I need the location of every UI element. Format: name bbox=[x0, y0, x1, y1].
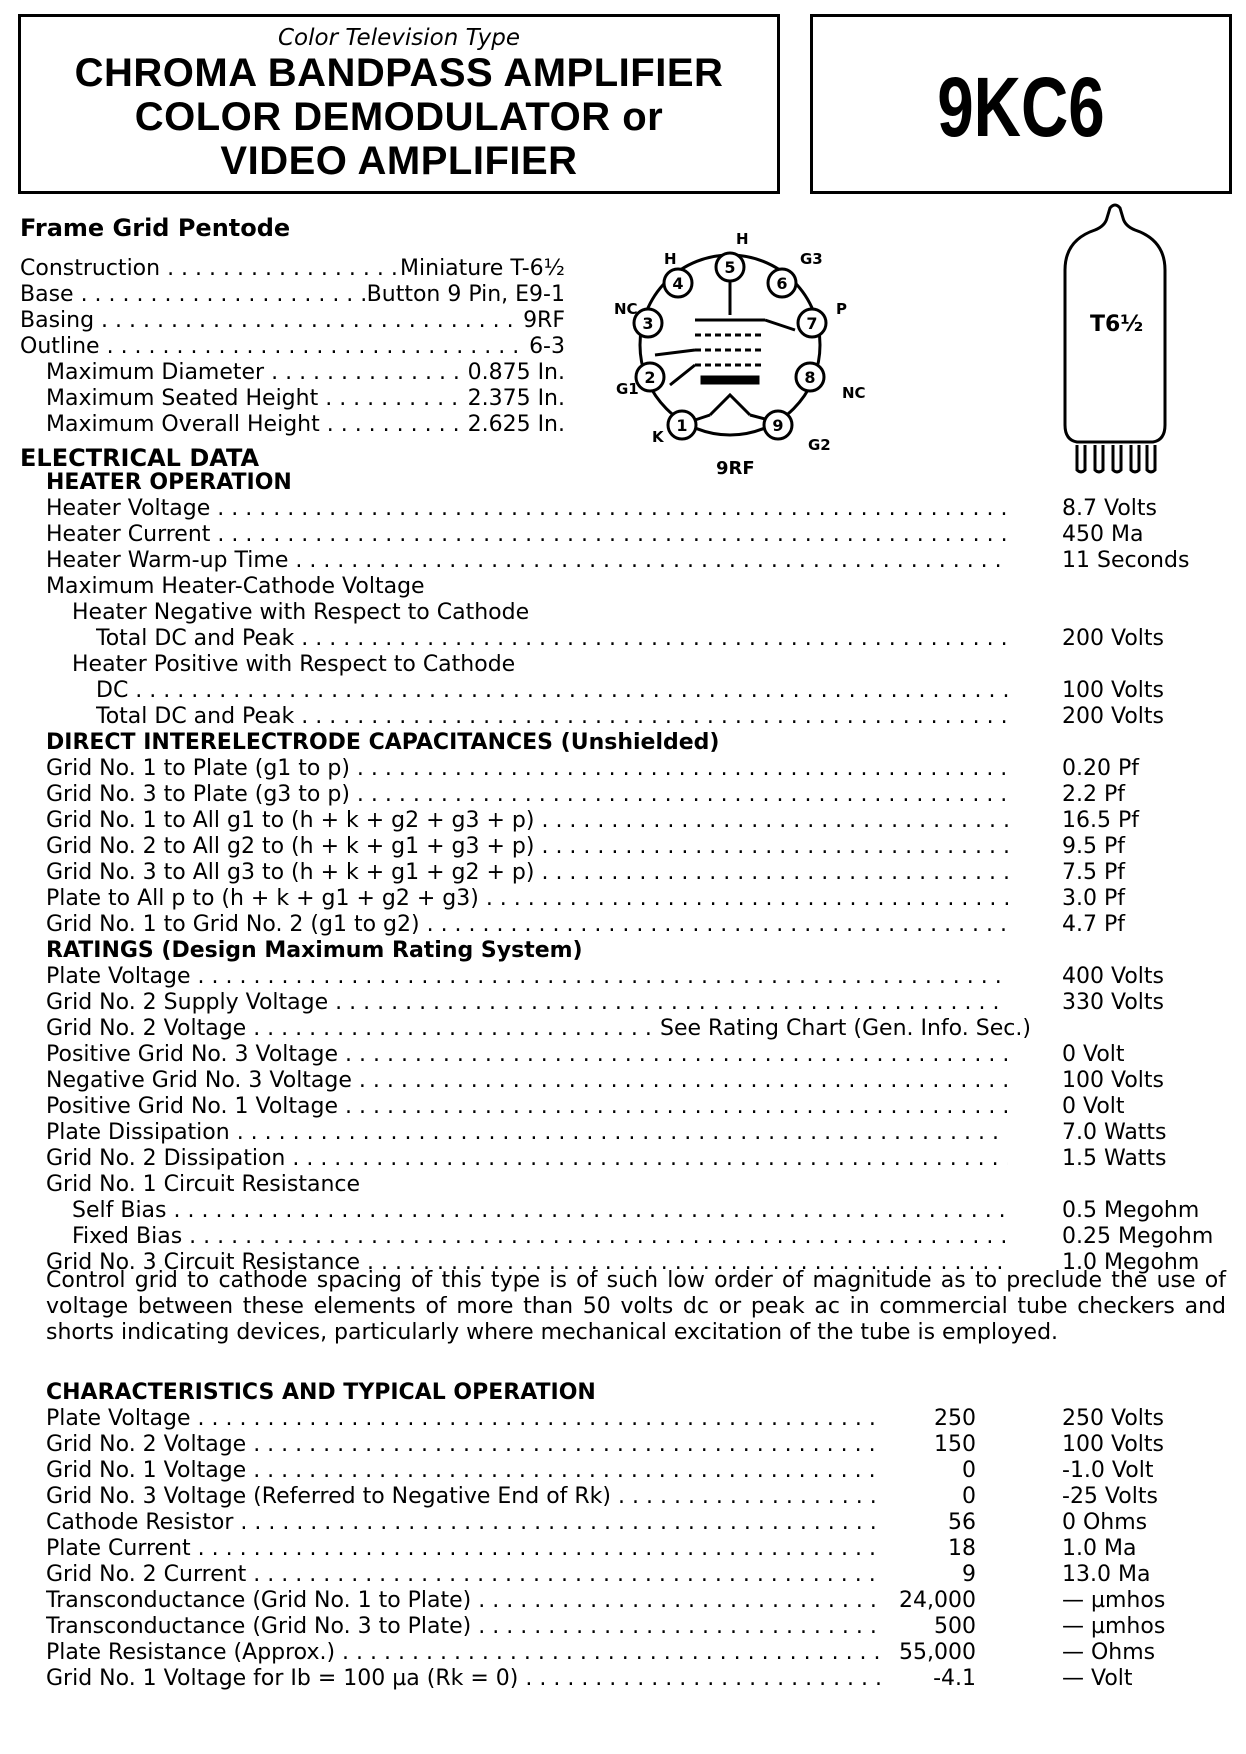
pin-label: H bbox=[664, 250, 677, 268]
heater-row bbox=[46, 574, 1230, 600]
rating-value: 400 Volts bbox=[1062, 964, 1164, 989]
rating-row bbox=[46, 1094, 1230, 1120]
characteristics-col2: — µmhos bbox=[1062, 1614, 1166, 1639]
characteristics-label: Grid No. 3 Voltage (Referred to Negative End of Rk) . . . bbox=[46, 1484, 882, 1510]
characteristics-col2: — µmhos bbox=[1062, 1588, 1166, 1613]
construction-label: Maximum Overall Height . . . bbox=[46, 412, 565, 438]
rating-label: Negative Grid No. 3 Voltage . . . bbox=[46, 1068, 1008, 1094]
characteristics-row bbox=[46, 1614, 1226, 1640]
tube-type-box bbox=[810, 14, 1232, 194]
rating-row bbox=[72, 1224, 1230, 1250]
heater-label: Total DC and Peak . . . bbox=[96, 626, 1008, 652]
capacitance-value: 0.20 Pf bbox=[1062, 756, 1139, 781]
heater-row bbox=[46, 522, 1230, 548]
heater-label: Heater Positive with Respect to Cathode bbox=[72, 652, 516, 677]
rating-row bbox=[46, 1068, 1230, 1094]
pin-label: K bbox=[652, 428, 664, 446]
ratings-heading: RATINGS (Design Maximum Rating System) bbox=[46, 938, 583, 963]
characteristics-col1: 250 bbox=[934, 1406, 976, 1431]
construction-row bbox=[20, 334, 565, 360]
characteristics-row bbox=[46, 1666, 1226, 1692]
heater-row bbox=[96, 626, 1230, 652]
characteristics-row bbox=[46, 1562, 1226, 1588]
pin-label: NC bbox=[614, 300, 638, 318]
pin-number: 5 bbox=[724, 258, 736, 277]
rating-row bbox=[46, 964, 1230, 990]
heater-label: Heater Warm-up Time . . . bbox=[46, 548, 1008, 574]
characteristics-col1: 150 bbox=[934, 1432, 976, 1457]
characteristics-row bbox=[46, 1458, 1226, 1484]
pin-label: G2 bbox=[808, 436, 831, 454]
capacitance-row bbox=[46, 912, 1230, 938]
characteristics-row bbox=[46, 1510, 1226, 1536]
rating-value: 0.25 Megohm bbox=[1062, 1224, 1214, 1249]
heater-value: 200 Volts bbox=[1062, 704, 1164, 729]
capacitance-value: 9.5 Pf bbox=[1062, 834, 1125, 859]
characteristics-col1: 9 bbox=[962, 1562, 976, 1587]
capacitance-label: Grid No. 1 to All g1 to (h + k + g2 + g3 + p) . . . bbox=[46, 808, 1008, 834]
capacitance-label: Grid No. 3 to Plate (g3 to p) . . . bbox=[46, 782, 1008, 808]
heater-label: Heater Voltage . . . bbox=[46, 496, 1008, 522]
characteristics-col1: 18 bbox=[948, 1536, 976, 1561]
characteristics-col2: — Ohms bbox=[1062, 1640, 1156, 1665]
tube-outline-label: T6½ bbox=[1090, 312, 1144, 337]
characteristics-label: Transconductance (Grid No. 1 to Plate) . . . bbox=[46, 1588, 882, 1614]
heater-value: 200 Volts bbox=[1062, 626, 1164, 651]
capacitance-label: Grid No. 1 to Grid No. 2 (g1 to g2) . . . bbox=[46, 912, 1008, 938]
rating-value: 1.0 Megohm bbox=[1062, 1250, 1200, 1275]
tube-type: 9KC6 bbox=[937, 60, 1105, 154]
rating-label: Self Bias . . . bbox=[72, 1198, 1008, 1224]
characteristics-label: Grid No. 2 Voltage . . . bbox=[46, 1432, 882, 1458]
heater-row bbox=[72, 652, 1230, 678]
characteristics-col2: -1.0 Volt bbox=[1062, 1458, 1154, 1483]
capacitance-value: 3.0 Pf bbox=[1062, 886, 1125, 911]
rating-row bbox=[46, 1172, 1230, 1198]
rating-value: 0.5 Megohm bbox=[1062, 1198, 1200, 1223]
characteristics-row bbox=[46, 1588, 1226, 1614]
capacitance-row bbox=[46, 782, 1230, 808]
capacitance-row bbox=[46, 886, 1230, 912]
pin-label: NC bbox=[842, 384, 866, 402]
tube-outline-drawing bbox=[1055, 200, 1175, 480]
characteristics-label: Plate Current . . . bbox=[46, 1536, 882, 1562]
rating-row bbox=[46, 990, 1230, 1016]
rating-value: 7.0 Watts bbox=[1062, 1120, 1167, 1145]
construction-value: 2.375 In. bbox=[467, 386, 565, 411]
construction-label: Outline . . . bbox=[20, 334, 565, 360]
construction-row bbox=[46, 412, 565, 438]
rating-label: Grid No. 3 Circuit Resistance . . . bbox=[46, 1250, 1008, 1276]
construction-row bbox=[20, 282, 565, 308]
heater-label: Heater Current . . . bbox=[46, 522, 1008, 548]
pin-number: 3 bbox=[642, 314, 654, 333]
construction-value: Button 9 Pin, E9-1 bbox=[366, 282, 565, 307]
heater-row bbox=[46, 548, 1230, 574]
characteristics-col1: 0 bbox=[962, 1484, 976, 1509]
characteristics-col1: 55,000 bbox=[899, 1640, 976, 1665]
rating-label: Grid No. 2 Voltage . . . bbox=[46, 1016, 660, 1042]
rating-label: Plate Voltage . . . bbox=[46, 964, 1008, 990]
pin-number: 6 bbox=[776, 274, 788, 293]
capacitance-label: Grid No. 2 to All g2 to (h + k + g1 + g3 + p) . . . bbox=[46, 834, 1008, 860]
characteristics-col1: 24,000 bbox=[899, 1588, 976, 1613]
construction-value: Miniature T-6½ bbox=[400, 256, 565, 281]
characteristics-col2: 250 Volts bbox=[1062, 1406, 1164, 1431]
heater-label: Total DC and Peak . . . bbox=[96, 704, 1008, 730]
characteristics-label: Transconductance (Grid No. 3 to Plate) . . . bbox=[46, 1614, 882, 1640]
construction-row bbox=[46, 360, 565, 386]
characteristics-label: Plate Voltage . . . bbox=[46, 1406, 882, 1432]
tube-class: Frame Grid Pentode bbox=[20, 214, 291, 242]
rating-label: Grid No. 2 Dissipation . . . bbox=[46, 1146, 1008, 1172]
rating-value: 100 Volts bbox=[1062, 1068, 1164, 1093]
characteristics-row bbox=[46, 1432, 1226, 1458]
pin-label: G1 bbox=[616, 380, 639, 398]
rating-label: Grid No. 1 Circuit Resistance bbox=[46, 1172, 361, 1197]
characteristics-col1: 56 bbox=[948, 1510, 976, 1535]
construction-label: Construction . . . bbox=[20, 256, 565, 282]
characteristics-label: Grid No. 1 Voltage for Ib = 100 µa (Rk = 0) . . . bbox=[46, 1666, 882, 1692]
heater-row bbox=[72, 600, 1230, 626]
construction-label: Maximum Diameter . . . bbox=[46, 360, 565, 386]
capacitance-row bbox=[46, 756, 1230, 782]
construction-value: 9RF bbox=[523, 308, 565, 333]
characteristics-label: Cathode Resistor . . . bbox=[46, 1510, 882, 1536]
capacitance-label: Plate to All p to (h + k + g1 + g2 + g3) . . . bbox=[46, 886, 1008, 912]
ratings-note: Control grid to cathode spacing of this type is of such low order of magnitude as to preclude the use of voltage between these elements of more than 50 volts dc or peak ac in commercial tube checkers and shorts indicating devices, particularly where mechanical excitation of the tube is employed. bbox=[46, 1268, 1226, 1345]
characteristics-label: Grid No. 1 Voltage . . . bbox=[46, 1458, 882, 1484]
heater-value: 11 Seconds bbox=[1062, 548, 1190, 573]
rating-value: 1.5 Watts bbox=[1062, 1146, 1167, 1171]
characteristics-col2: -25 Volts bbox=[1062, 1484, 1158, 1509]
characteristics-label: Plate Resistance (Approx.) . . . bbox=[46, 1640, 882, 1666]
rating-row bbox=[72, 1198, 1230, 1224]
construction-row bbox=[20, 308, 565, 334]
rating-value: See Rating Chart (Gen. Info. Sec.) bbox=[660, 1016, 1031, 1041]
pin-number: 2 bbox=[644, 368, 656, 387]
characteristics-label: Grid No. 2 Current . . . bbox=[46, 1562, 882, 1588]
capacitance-row bbox=[46, 808, 1230, 834]
pin-label: G3 bbox=[800, 250, 823, 268]
title-line-3: VIDEO AMPLIFIER bbox=[220, 139, 578, 183]
characteristics-row bbox=[46, 1406, 1226, 1432]
capacitance-value: 7.5 Pf bbox=[1062, 860, 1125, 885]
heater-heading: HEATER OPERATION bbox=[46, 470, 292, 495]
capacitance-label: Grid No. 1 to Plate (g1 to p) . . . bbox=[46, 756, 1008, 782]
rating-value: 0 Volt bbox=[1062, 1094, 1125, 1119]
rating-label: Positive Grid No. 3 Voltage . . . bbox=[46, 1042, 1008, 1068]
characteristics-row bbox=[46, 1536, 1226, 1562]
rating-label: Grid No. 2 Supply Voltage . . . bbox=[46, 990, 1008, 1016]
rating-label: Plate Dissipation . . . bbox=[46, 1120, 1008, 1146]
rating-row bbox=[46, 1016, 1230, 1042]
pin-number: 7 bbox=[806, 314, 818, 333]
pin-number: 9 bbox=[772, 416, 784, 435]
rating-row bbox=[46, 1120, 1230, 1146]
construction-row bbox=[46, 386, 565, 412]
characteristics-col2: 100 Volts bbox=[1062, 1432, 1164, 1457]
basing-caption: 9RF bbox=[716, 458, 755, 479]
heater-label: Heater Negative with Respect to Cathode bbox=[72, 600, 530, 625]
heater-row bbox=[96, 704, 1230, 730]
capacitance-row bbox=[46, 860, 1230, 886]
heater-row bbox=[96, 678, 1230, 704]
rating-row bbox=[46, 1146, 1230, 1172]
heater-row bbox=[46, 496, 1230, 522]
characteristics-col2: — Volt bbox=[1062, 1666, 1133, 1691]
rating-row bbox=[46, 1042, 1230, 1068]
characteristics-col2: 0 Ohms bbox=[1062, 1510, 1148, 1535]
subtitle: Color Television Type bbox=[277, 25, 520, 51]
characteristics-col2: 1.0 Ma bbox=[1062, 1536, 1137, 1561]
capacitance-value: 16.5 Pf bbox=[1062, 808, 1139, 833]
capacitance-value: 2.2 Pf bbox=[1062, 782, 1125, 807]
heater-label: Maximum Heater-Cathode Voltage bbox=[46, 574, 425, 599]
heater-label: DC . . . bbox=[96, 678, 1008, 704]
characteristics-col1: -4.1 bbox=[933, 1666, 976, 1691]
heater-value: 450 Ma bbox=[1062, 522, 1144, 547]
construction-value: 2.625 In. bbox=[467, 412, 565, 437]
construction-label: Basing . . . bbox=[20, 308, 565, 334]
construction-value: 0.875 In. bbox=[467, 360, 565, 385]
characteristics-heading: CHARACTERISTICS AND TYPICAL OPERATION bbox=[46, 1380, 596, 1405]
characteristics-row bbox=[46, 1484, 1226, 1510]
pin-number: 1 bbox=[676, 416, 688, 435]
capacitance-label: Grid No. 3 to All g3 to (h + k + g1 + g2 + p) . . . bbox=[46, 860, 1008, 886]
capacitance-value: 4.7 Pf bbox=[1062, 912, 1125, 937]
characteristics-row bbox=[46, 1640, 1226, 1666]
title-line-2: COLOR DEMODULATOR or bbox=[134, 95, 664, 139]
rating-value: 330 Volts bbox=[1062, 990, 1164, 1015]
pin-label: P bbox=[836, 300, 847, 318]
characteristics-col2: 13.0 Ma bbox=[1062, 1562, 1151, 1587]
rating-label: Positive Grid No. 1 Voltage . . . bbox=[46, 1094, 1008, 1120]
pin-number: 4 bbox=[672, 274, 684, 293]
electrical-heading: ELECTRICAL DATA bbox=[20, 444, 260, 472]
rating-value: 0 Volt bbox=[1062, 1042, 1125, 1067]
construction-label: Base . . . bbox=[20, 282, 565, 308]
heater-value: 8.7 Volts bbox=[1062, 496, 1157, 521]
characteristics-col1: 500 bbox=[934, 1614, 976, 1639]
pin-label: H bbox=[736, 230, 749, 248]
capacitances-heading: DIRECT INTERELECTRODE CAPACITANCES (Unshielded) bbox=[46, 730, 720, 755]
title-line-1: CHROMA BANDPASS AMPLIFIER bbox=[74, 51, 724, 95]
title-box bbox=[18, 14, 780, 194]
pin-number: 8 bbox=[804, 368, 816, 387]
rating-label: Fixed Bias . . . bbox=[72, 1224, 1008, 1250]
construction-row bbox=[20, 256, 565, 282]
construction-label: Maximum Seated Height . . . bbox=[46, 386, 565, 412]
characteristics-col1: 0 bbox=[962, 1458, 976, 1483]
heater-value: 100 Volts bbox=[1062, 678, 1164, 703]
capacitance-row bbox=[46, 834, 1230, 860]
construction-value: 6-3 bbox=[529, 334, 565, 359]
